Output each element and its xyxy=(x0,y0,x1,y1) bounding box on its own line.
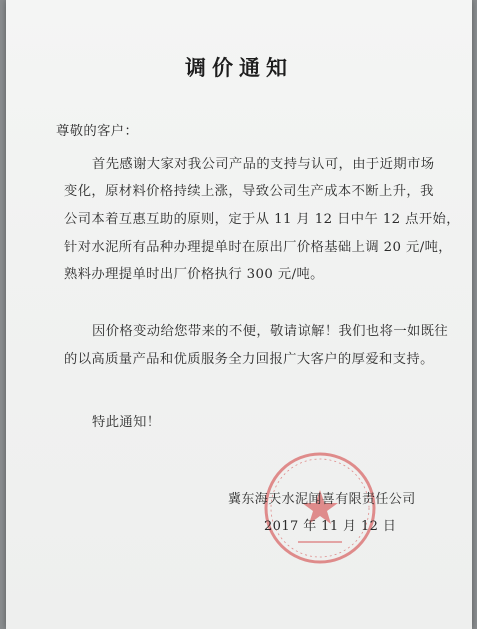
document-date: 2017 年 11 月 12 日 xyxy=(264,519,397,534)
paragraph1-line5: 熟料办理提单时出厂价格执行 300 元/吨。 xyxy=(64,267,324,282)
company-name: 冀东海天水泥闻喜有限责任公司 xyxy=(228,492,416,507)
document-title: 调价通知 xyxy=(185,56,293,80)
paragraph1-line4: 针对水泥所有品种办理提单时在原出厂价格基础上调 20 元/吨， xyxy=(64,240,452,255)
paragraph2-line1: 因价格变动给您带来的不便，敬请谅解！我们也将一如既往 xyxy=(92,324,449,339)
closing-notice: 特此通知！ xyxy=(92,415,161,430)
paragraph1-line2: 变化，原材料价格持续上涨，导致公司生产成本不断上升，我 xyxy=(64,184,434,199)
paragraph1-line1: 首先感谢大家对我公司产品的支持与认可，由于近期市场 xyxy=(92,157,435,172)
paragraph2-line2: 的以高质量产品和优质服务全力回报广大客户的厚爱和支持。 xyxy=(64,352,434,367)
notice-document xyxy=(6,0,472,629)
salutation: 尊敬的客户： xyxy=(56,124,139,139)
company-seal-icon xyxy=(262,450,378,566)
paragraph1-line3: 公司本着互惠互助的原则，定于从 11 月 12 日中午 12 点开始， xyxy=(64,212,460,227)
